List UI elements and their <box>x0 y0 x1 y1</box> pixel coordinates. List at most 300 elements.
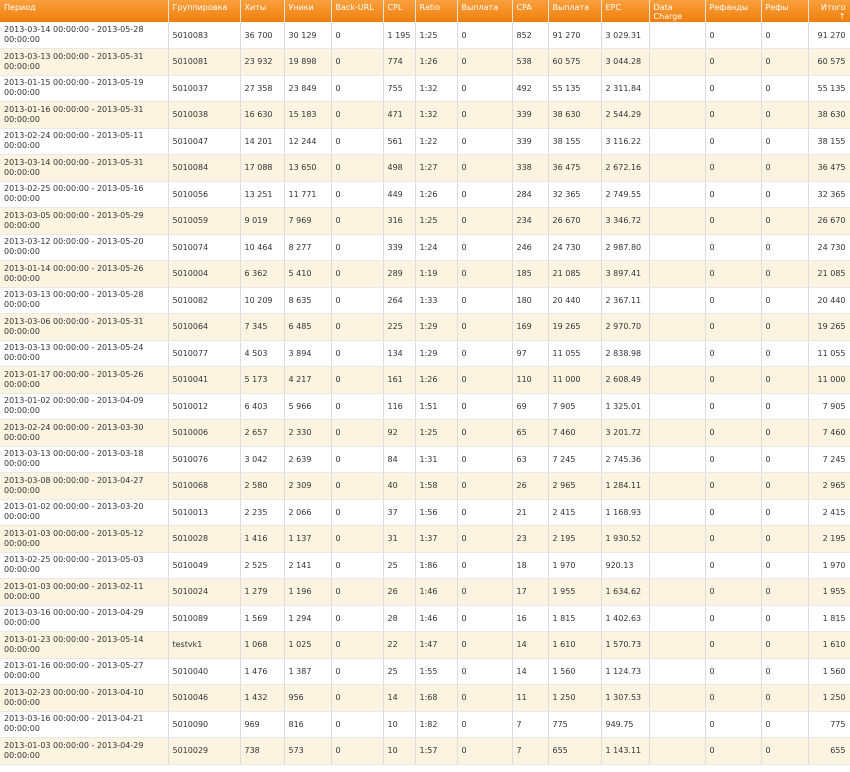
table-cell: 1:29 <box>415 340 457 367</box>
table-cell: 561 <box>383 128 415 155</box>
table-cell: 1 570.73 <box>601 632 649 659</box>
table-cell: 0 <box>761 632 808 659</box>
table-cell: 1 634.62 <box>601 579 649 606</box>
table-cell: 2013-01-16 00:00:00 - 2013-05-27 00:00:00 <box>0 658 168 685</box>
table-cell: 969 <box>240 711 284 738</box>
table-cell: 5010068 <box>168 473 240 500</box>
table-cell: 1 124.73 <box>601 658 649 685</box>
table-cell: 5 966 <box>284 393 331 420</box>
table-cell: 2013-01-17 00:00:00 - 2013-05-26 00:00:00 <box>0 367 168 394</box>
table-cell: 7 905 <box>548 393 601 420</box>
table-cell: 3 116.22 <box>601 128 649 155</box>
table-cell: 134 <box>383 340 415 367</box>
table-cell: 12 244 <box>284 128 331 155</box>
table-cell: 1:55 <box>415 658 457 685</box>
table-cell: 84 <box>383 446 415 473</box>
table-row <box>0 234 850 261</box>
table-cell: 6 362 <box>240 261 284 288</box>
col-data-charge[interactable]: Data Charge <box>649 0 705 22</box>
table-cell: 0 <box>331 49 383 76</box>
table-cell: 1 168.93 <box>601 499 649 526</box>
table-cell: 2013-02-25 00:00:00 - 2013-05-16 00:00:00 <box>0 181 168 208</box>
table-cell: 1 250 <box>548 685 601 712</box>
table-cell: 110 <box>512 367 548 394</box>
table-cell: 6 403 <box>240 393 284 420</box>
table-cell <box>649 632 705 659</box>
table-cell: 3 029.31 <box>601 22 649 49</box>
table-cell: 23 849 <box>284 75 331 102</box>
col-total-label: Итого <box>820 3 846 12</box>
col-cpl[interactable]: CPL <box>383 0 415 22</box>
table-cell: 55 135 <box>808 75 850 102</box>
table-cell: 1 068 <box>240 632 284 659</box>
table-cell: 0 <box>705 367 761 394</box>
table-cell: 284 <box>512 181 548 208</box>
col-refunds[interactable]: Рефанды <box>705 0 761 22</box>
table-cell: 2013-03-14 00:00:00 - 2013-05-28 00:00:00 <box>0 22 168 49</box>
table-cell: 1 196 <box>284 579 331 606</box>
table-cell: 91 270 <box>548 22 601 49</box>
table-cell: 0 <box>705 49 761 76</box>
table-cell <box>649 155 705 182</box>
table-cell: 8 277 <box>284 234 331 261</box>
col-total[interactable] <box>808 0 850 22</box>
table-cell: 0 <box>705 685 761 712</box>
table-cell: 2013-01-16 00:00:00 - 2013-05-31 00:00:00 <box>0 102 168 129</box>
table-cell: 180 <box>512 287 548 314</box>
table-cell: 25 <box>383 658 415 685</box>
table-cell: 7 460 <box>548 420 601 447</box>
table-cell: 15 183 <box>284 102 331 129</box>
table-cell <box>649 420 705 447</box>
table-cell: 0 <box>761 49 808 76</box>
table-cell: 0 <box>331 261 383 288</box>
table-cell <box>649 128 705 155</box>
table-cell: 0 <box>331 234 383 261</box>
table-cell: 0 <box>761 711 808 738</box>
table-cell: 538 <box>512 49 548 76</box>
table-cell: 1 815 <box>548 605 601 632</box>
table-cell: 2013-03-08 00:00:00 - 2013-04-27 00:00:00 <box>0 473 168 500</box>
table-cell: 5010006 <box>168 420 240 447</box>
table-cell: 11 <box>512 685 548 712</box>
table-cell: 0 <box>331 711 383 738</box>
table-cell: 1 307.53 <box>601 685 649 712</box>
table-cell: 1:26 <box>415 367 457 394</box>
table-cell: 956 <box>284 685 331 712</box>
table-cell: 2013-03-12 00:00:00 - 2013-05-20 00:00:00 <box>0 234 168 261</box>
table-cell: 0 <box>705 261 761 288</box>
table-cell: 116 <box>383 393 415 420</box>
table-cell: 2013-03-13 00:00:00 - 2013-03-18 00:00:00 <box>0 446 168 473</box>
table-cell: 5010056 <box>168 181 240 208</box>
table-cell: 0 <box>761 420 808 447</box>
table-cell: 1:25 <box>415 208 457 235</box>
table-cell: 3 201.72 <box>601 420 649 447</box>
table-cell: 1 025 <box>284 632 331 659</box>
table-row <box>0 208 850 235</box>
table-cell: 1 143.11 <box>601 738 649 765</box>
table-cell: 1 387 <box>284 658 331 685</box>
table-cell: 0 <box>331 181 383 208</box>
table-cell: 60 575 <box>808 49 850 76</box>
table-cell: 0 <box>457 49 512 76</box>
table-cell: 2 639 <box>284 446 331 473</box>
table-cell: 0 <box>457 632 512 659</box>
col-refs[interactable]: Рефы <box>761 0 808 22</box>
table-cell: 21 <box>512 499 548 526</box>
table-cell: 24 730 <box>548 234 601 261</box>
table-cell: 0 <box>761 658 808 685</box>
table-cell: 0 <box>705 420 761 447</box>
col-payout-1[interactable]: Выплата <box>457 0 512 22</box>
table-cell: 0 <box>331 499 383 526</box>
table-cell: 0 <box>761 102 808 129</box>
table-cell: 1:25 <box>415 22 457 49</box>
table-cell: 0 <box>761 473 808 500</box>
table-cell: 13 650 <box>284 155 331 182</box>
table-cell: 775 <box>808 711 850 738</box>
table-cell: 2013-01-15 00:00:00 - 2013-05-19 00:00:00 <box>0 75 168 102</box>
table-cell: 0 <box>705 208 761 235</box>
table-cell <box>649 658 705 685</box>
table-cell: 5010046 <box>168 685 240 712</box>
table-cell: 2 608.49 <box>601 367 649 394</box>
table-cell: 0 <box>331 420 383 447</box>
table-cell: 2013-03-14 00:00:00 - 2013-05-31 00:00:00 <box>0 155 168 182</box>
table-cell: 0 <box>331 102 383 129</box>
table-cell: 0 <box>705 446 761 473</box>
table-cell: 38 155 <box>808 128 850 155</box>
table-cell: 738 <box>240 738 284 765</box>
table-cell: 0 <box>457 579 512 606</box>
table-cell <box>649 711 705 738</box>
table-cell: 0 <box>457 685 512 712</box>
table-row <box>0 685 850 712</box>
table-cell: 7 345 <box>240 314 284 341</box>
table-cell: 14 <box>512 658 548 685</box>
table-cell: 2013-02-23 00:00:00 - 2013-04-10 00:00:00 <box>0 685 168 712</box>
table-cell: 0 <box>705 552 761 579</box>
table-cell: 3 042 <box>240 446 284 473</box>
table-cell: 1:25 <box>415 420 457 447</box>
table-cell: 1:29 <box>415 314 457 341</box>
table-cell: 69 <box>512 393 548 420</box>
table-cell: 0 <box>761 685 808 712</box>
col-hits[interactable]: Хиты <box>240 0 284 22</box>
table-cell: 20 440 <box>808 287 850 314</box>
table-cell: 774 <box>383 49 415 76</box>
table-cell: 0 <box>331 128 383 155</box>
table-cell: 2013-03-16 00:00:00 - 2013-04-29 00:00:00 <box>0 605 168 632</box>
table-cell: 1:22 <box>415 128 457 155</box>
table-cell <box>649 738 705 765</box>
table-cell: 1 930.52 <box>601 526 649 553</box>
table-cell: 1:26 <box>415 49 457 76</box>
table-cell: 0 <box>457 155 512 182</box>
table-cell: 2 987.80 <box>601 234 649 261</box>
table-cell: 1 250 <box>808 685 850 712</box>
table-cell: 7 <box>512 738 548 765</box>
table-row <box>0 393 850 420</box>
table-cell: 5010049 <box>168 552 240 579</box>
table-cell: 1 560 <box>808 658 850 685</box>
table-cell: 2 367.11 <box>601 287 649 314</box>
table-cell: 2 311.84 <box>601 75 649 102</box>
table-row <box>0 128 850 155</box>
table-cell: 1:33 <box>415 287 457 314</box>
table-cell <box>649 685 705 712</box>
table-cell: 1:51 <box>415 393 457 420</box>
table-cell: 0 <box>705 181 761 208</box>
table-cell: 0 <box>457 314 512 341</box>
table-cell: 655 <box>808 738 850 765</box>
table-cell: 0 <box>761 181 808 208</box>
table-cell: 0 <box>761 738 808 765</box>
col-grouping[interactable]: Группировка <box>168 0 240 22</box>
table-cell: 2013-02-25 00:00:00 - 2013-05-03 00:00:00 <box>0 552 168 579</box>
table-cell: 2 415 <box>808 499 850 526</box>
table-cell: 1:46 <box>415 579 457 606</box>
table-cell <box>649 287 705 314</box>
table-cell: 1 955 <box>548 579 601 606</box>
table-cell: 0 <box>331 738 383 765</box>
col-back-url[interactable]: Back-URL <box>331 0 383 22</box>
table-cell: 7 969 <box>284 208 331 235</box>
table-cell: 0 <box>457 738 512 765</box>
table-cell: 3 044.28 <box>601 49 649 76</box>
table-cell: 2 580 <box>240 473 284 500</box>
table-cell: 13 251 <box>240 181 284 208</box>
table-cell: 5010029 <box>168 738 240 765</box>
table-cell: 24 730 <box>808 234 850 261</box>
table-cell: 5010040 <box>168 658 240 685</box>
table-cell: 5010077 <box>168 340 240 367</box>
table-cell: 0 <box>705 287 761 314</box>
table-cell: 8 635 <box>284 287 331 314</box>
table-cell: 1 610 <box>808 632 850 659</box>
table-cell: 2013-01-03 00:00:00 - 2013-04-29 00:00:00 <box>0 738 168 765</box>
table-cell: 92 <box>383 420 415 447</box>
table-cell: 25 <box>383 552 415 579</box>
table-cell: 1 195 <box>383 22 415 49</box>
table-cell: 1:31 <box>415 446 457 473</box>
col-epc[interactable]: EPC <box>601 0 649 22</box>
table-cell: 3 897.41 <box>601 261 649 288</box>
table-cell: 161 <box>383 367 415 394</box>
table-cell: 225 <box>383 314 415 341</box>
table-cell: 316 <box>383 208 415 235</box>
table-row <box>0 314 850 341</box>
table-row <box>0 75 850 102</box>
table-row <box>0 552 850 579</box>
table-cell: 1:56 <box>415 499 457 526</box>
table-cell: 339 <box>512 102 548 129</box>
table-cell: 0 <box>457 446 512 473</box>
col-cpa[interactable]: CPA <box>512 0 548 22</box>
table-cell: 0 <box>761 314 808 341</box>
table-cell: 0 <box>457 552 512 579</box>
table-cell: 26 670 <box>548 208 601 235</box>
table-cell: 16 630 <box>240 102 284 129</box>
table-cell: 32 365 <box>808 181 850 208</box>
table-cell: 5010059 <box>168 208 240 235</box>
table-cell: 23 932 <box>240 49 284 76</box>
table-cell: 38 155 <box>548 128 601 155</box>
table-cell: 5010038 <box>168 102 240 129</box>
table-cell: 2013-03-16 00:00:00 - 2013-04-21 00:00:00 <box>0 711 168 738</box>
table-cell: 4 503 <box>240 340 284 367</box>
table-cell: 755 <box>383 75 415 102</box>
table-cell: 5010081 <box>168 49 240 76</box>
table-cell: 0 <box>331 155 383 182</box>
table-cell: 1 560 <box>548 658 601 685</box>
table-cell: 1 279 <box>240 579 284 606</box>
table-cell: 0 <box>705 128 761 155</box>
table-cell: 2 965 <box>548 473 601 500</box>
table-cell: 3 894 <box>284 340 331 367</box>
table-cell: 2013-02-24 00:00:00 - 2013-03-30 00:00:00 <box>0 420 168 447</box>
table-cell: 655 <box>548 738 601 765</box>
table-cell: 0 <box>331 340 383 367</box>
table-cell: 1 402.63 <box>601 605 649 632</box>
table-cell: 0 <box>457 499 512 526</box>
table-cell: 0 <box>761 605 808 632</box>
table-cell: 0 <box>331 685 383 712</box>
table-row <box>0 632 850 659</box>
table-cell: 449 <box>383 181 415 208</box>
table-cell: 0 <box>761 446 808 473</box>
table-cell: 0 <box>457 261 512 288</box>
table-row <box>0 420 850 447</box>
table-cell: 1:32 <box>415 102 457 129</box>
table-cell: 0 <box>705 605 761 632</box>
table-cell: 0 <box>331 75 383 102</box>
table-cell <box>649 473 705 500</box>
sort-arrow-icon: ↑ <box>838 12 846 21</box>
table-cell: 5010083 <box>168 22 240 49</box>
header-row <box>0 0 850 22</box>
table-cell: 0 <box>761 155 808 182</box>
col-uniques[interactable]: Уники <box>284 0 331 22</box>
table-cell: 0 <box>761 393 808 420</box>
table-cell <box>649 102 705 129</box>
table-cell: 19 265 <box>808 314 850 341</box>
table-cell: 2 309 <box>284 473 331 500</box>
table-cell: 185 <box>512 261 548 288</box>
table-cell: 0 <box>705 738 761 765</box>
table-cell: 0 <box>761 234 808 261</box>
table-cell: 19 265 <box>548 314 601 341</box>
table-cell: 5010041 <box>168 367 240 394</box>
table-cell: 5010089 <box>168 605 240 632</box>
table-cell: 0 <box>331 22 383 49</box>
table-cell: 0 <box>761 552 808 579</box>
table-cell: 0 <box>705 579 761 606</box>
table-cell: 2013-03-05 00:00:00 - 2013-05-29 00:00:00 <box>0 208 168 235</box>
table-cell: 5 173 <box>240 367 284 394</box>
table-cell: 1:57 <box>415 738 457 765</box>
table-cell: 0 <box>331 314 383 341</box>
table-cell: 0 <box>457 22 512 49</box>
table-cell: 471 <box>383 102 415 129</box>
table-cell: 1 325.01 <box>601 393 649 420</box>
table-cell <box>649 75 705 102</box>
table-cell <box>649 340 705 367</box>
table-cell: 28 <box>383 605 415 632</box>
table-cell: 10 <box>383 711 415 738</box>
table-cell: 339 <box>383 234 415 261</box>
table-cell: 20 440 <box>548 287 601 314</box>
table-cell: 36 475 <box>808 155 850 182</box>
table-cell: 1 476 <box>240 658 284 685</box>
table-cell <box>649 579 705 606</box>
table-cell: testvk1 <box>168 632 240 659</box>
table-cell: 14 201 <box>240 128 284 155</box>
table-cell: 2 195 <box>548 526 601 553</box>
col-payout-2[interactable]: Выплата <box>548 0 601 22</box>
col-period[interactable]: Период <box>0 0 168 22</box>
table-cell: 2 141 <box>284 552 331 579</box>
table-cell: 2013-01-23 00:00:00 - 2013-05-14 00:00:00 <box>0 632 168 659</box>
table-cell: 1:47 <box>415 632 457 659</box>
table-cell: 0 <box>761 287 808 314</box>
table-cell: 264 <box>383 287 415 314</box>
table-cell: 5010076 <box>168 446 240 473</box>
table-cell: 1 815 <box>808 605 850 632</box>
table-cell: 21 085 <box>808 261 850 288</box>
table-cell: 7 905 <box>808 393 850 420</box>
table-cell <box>649 234 705 261</box>
table-cell: 0 <box>457 102 512 129</box>
table-row <box>0 261 850 288</box>
table-cell: 7 245 <box>808 446 850 473</box>
table-cell: 32 365 <box>548 181 601 208</box>
table-cell: 852 <box>512 22 548 49</box>
table-cell: 5010004 <box>168 261 240 288</box>
table-cell: 1:37 <box>415 526 457 553</box>
table-cell: 0 <box>705 22 761 49</box>
table-cell: 1 955 <box>808 579 850 606</box>
table-cell: 1 432 <box>240 685 284 712</box>
table-cell: 6 485 <box>284 314 331 341</box>
table-cell: 1 610 <box>548 632 601 659</box>
table-row <box>0 367 850 394</box>
table-cell: 38 630 <box>548 102 601 129</box>
table-cell: 18 <box>512 552 548 579</box>
table-cell <box>649 181 705 208</box>
table-cell: 2 066 <box>284 499 331 526</box>
table-cell: 31 <box>383 526 415 553</box>
table-cell: 2 749.55 <box>601 181 649 208</box>
table-cell: 1:58 <box>415 473 457 500</box>
table-cell: 26 670 <box>808 208 850 235</box>
table-row <box>0 102 850 129</box>
table-cell: 0 <box>457 526 512 553</box>
table-cell: 23 <box>512 526 548 553</box>
table-cell: 0 <box>705 340 761 367</box>
col-ratio[interactable]: Ratio <box>415 0 457 22</box>
table-cell: 0 <box>457 128 512 155</box>
table-cell: 14 <box>512 632 548 659</box>
table-cell: 63 <box>512 446 548 473</box>
table-cell: 1 137 <box>284 526 331 553</box>
table-cell <box>649 22 705 49</box>
table-cell: 0 <box>705 499 761 526</box>
table-row <box>0 446 850 473</box>
table-cell: 5010012 <box>168 393 240 420</box>
table-cell: 5010074 <box>168 234 240 261</box>
